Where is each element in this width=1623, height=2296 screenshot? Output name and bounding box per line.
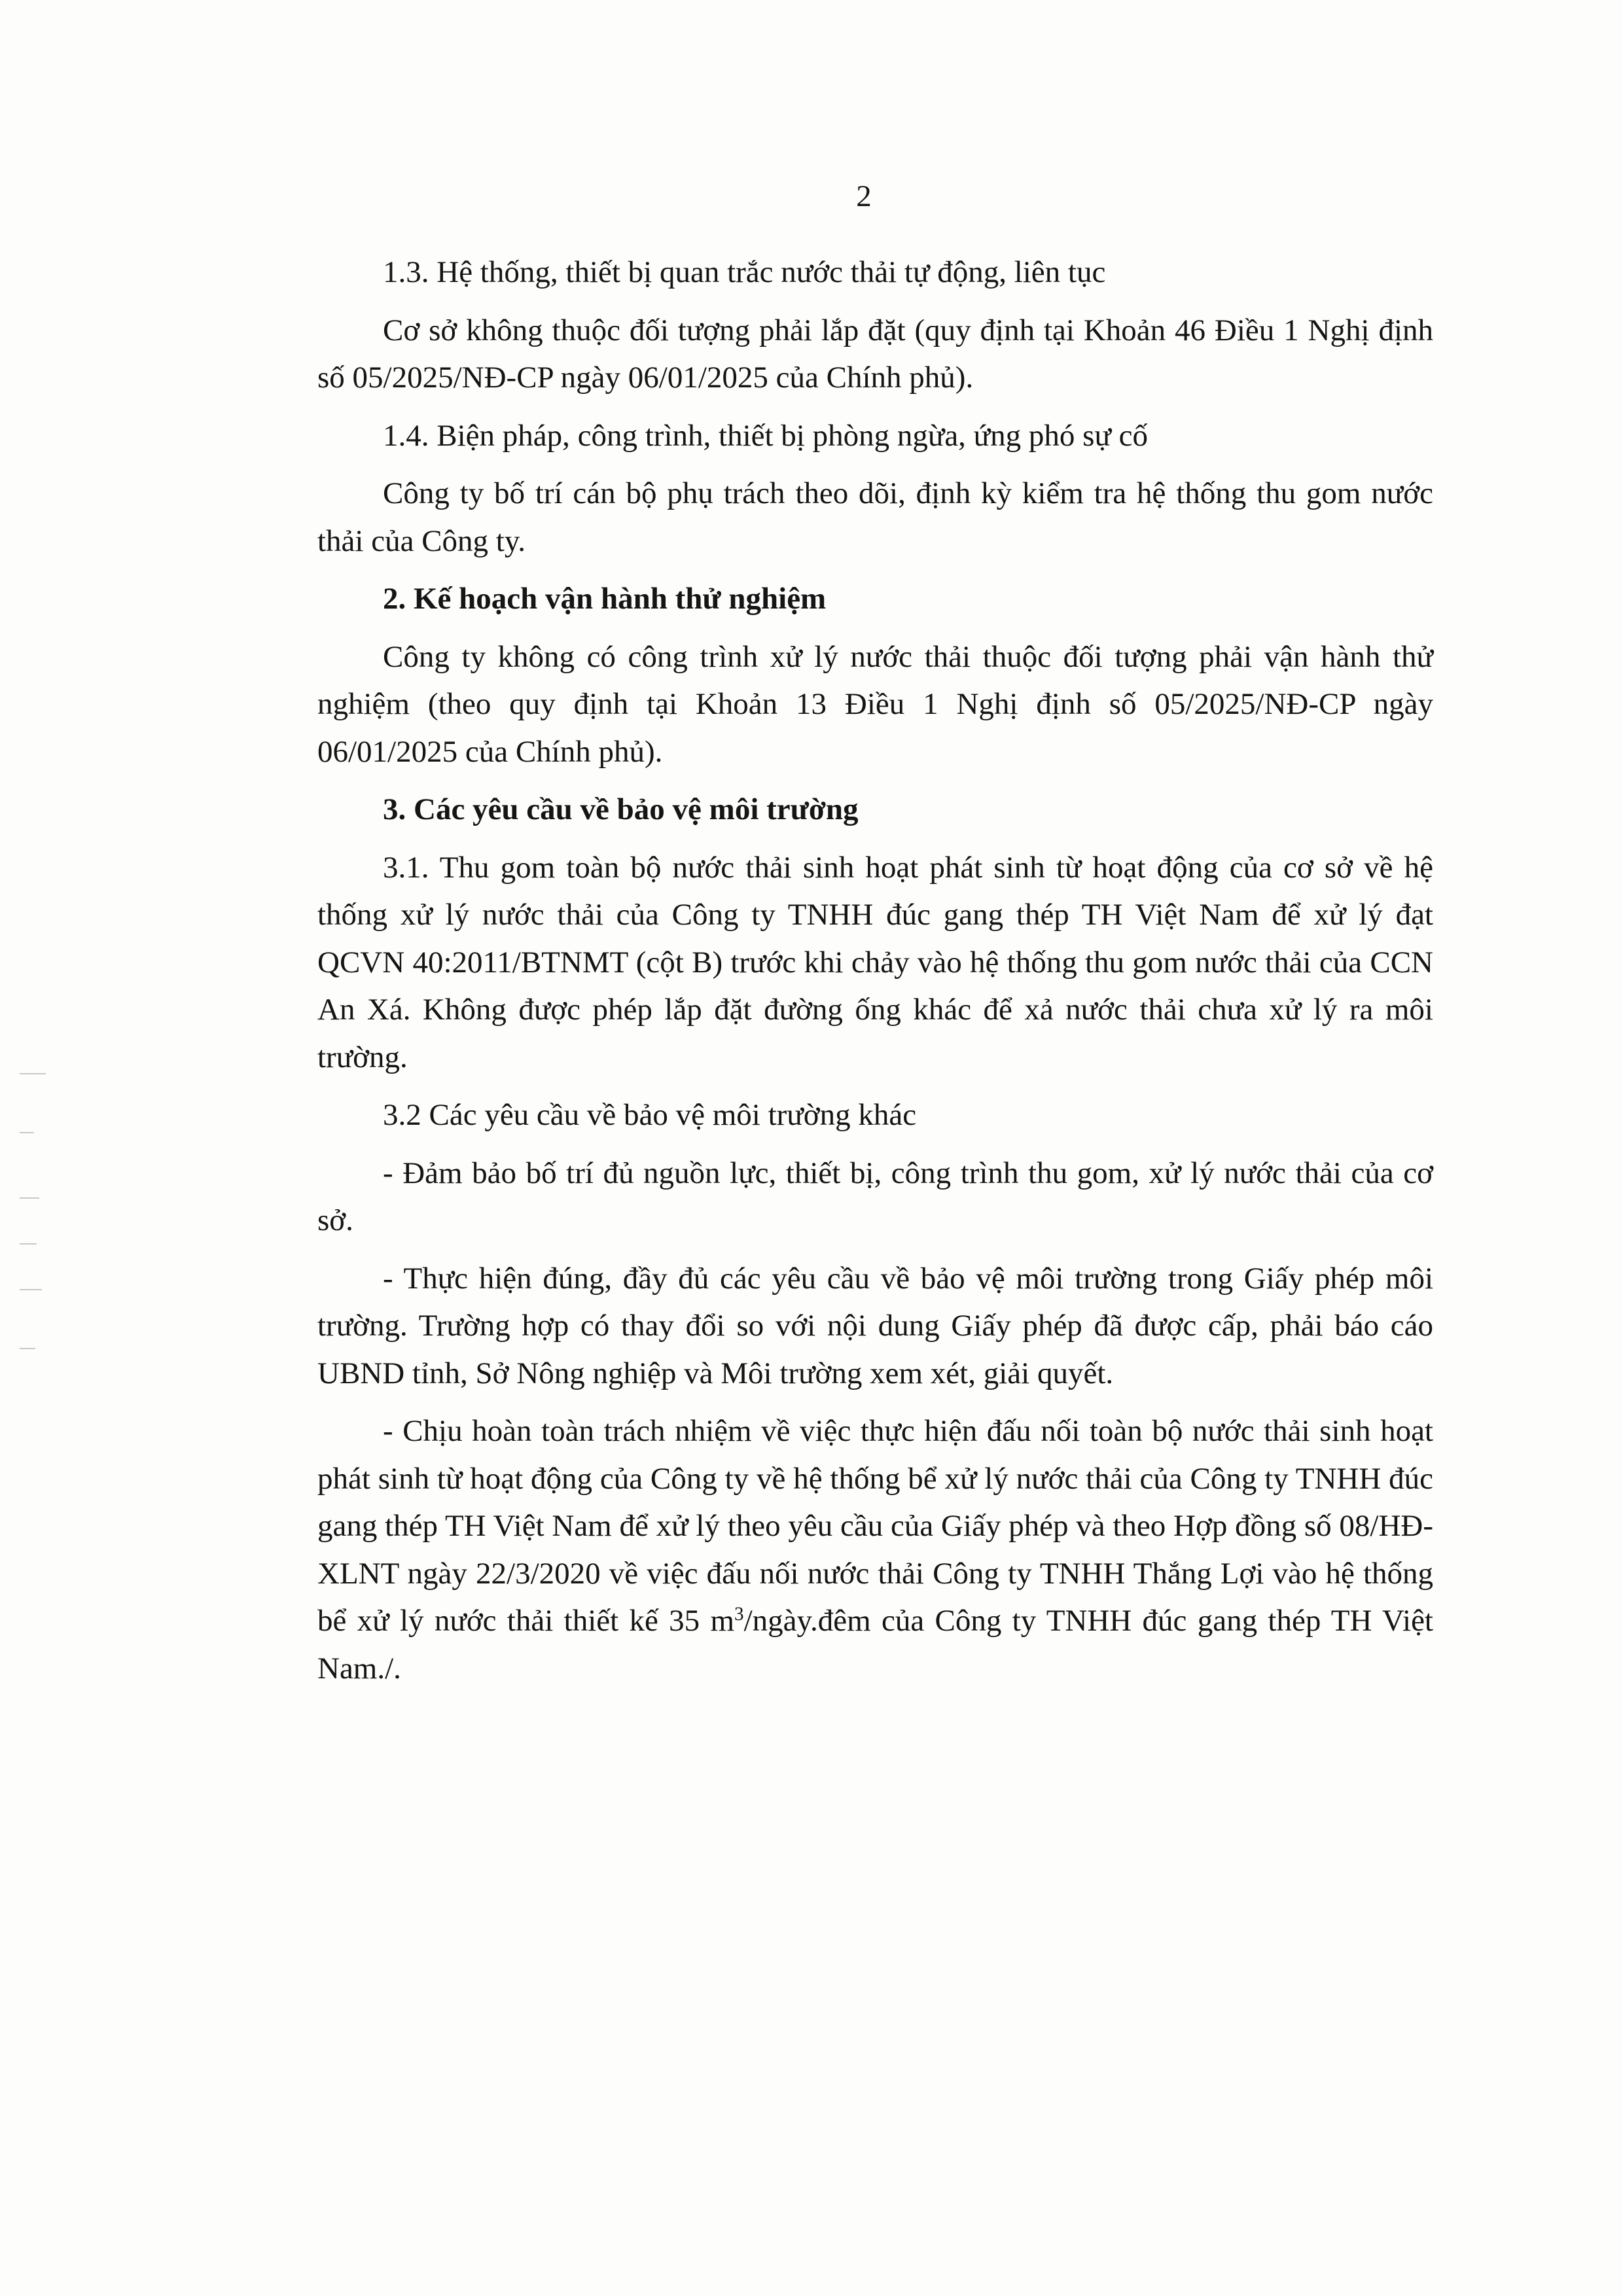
section-3-heading: 3. Các yêu cầu về bảo vệ môi trường: [383, 792, 859, 826]
page-number: 2: [856, 179, 872, 213]
section-3-1-content: 3.1. Thu gom toàn bộ nước thải sinh hoạt phát sinh từ hoạt động của cơ sở về hệ thống xử lý nước thải của Công ty TNHH đúc gang thép TH Việt Nam để xử lý đạt QCVN 40:2011/BTNMT (cột B) trước khi chảy vào hệ thống thu gom nước thải của CCN An Xá. Không được phép lắp đặt đường ống khác để xả nước thải chưa xử lý ra môi trường.: [317, 850, 1433, 1074]
section-2-heading: 2. Kế hoạch vận hành thử nghiệm: [383, 582, 827, 616]
section-1-4-content: Công ty bố trí cán bộ phụ trách theo dõi, định kỳ kiểm tra hệ thống thu gom nước thải của Công ty.: [317, 476, 1433, 558]
requirement-item-resources: - Đảm bảo bố trí đủ nguồn lực, thiết bị, công trình thu gom, xử lý nước thải của cơ sở.: [317, 1156, 1433, 1237]
section-3-2-heading: 3.2 Các yêu cầu về bảo vệ môi trường khác: [383, 1098, 917, 1132]
connection-text-before-unit: - Chịu hoàn toàn trách nhiệm về việc thực hiện đấu nối toàn bộ nước thải sinh hoạt phát sinh từ hoạt động của Công ty về hệ thống bể xử lý nước thải của Công ty TNHH đúc gang thép TH Việt Nam để xử lý theo yêu cầu của Giấy phép và theo Hợp đồng số 08/HĐ-XLNT ngày 22/3/2020 về việc đấu nối nước thải Công ty TNHH Thắng Lợi vào hệ thống bể xử lý nước thải thiết kế 35 m: [317, 1414, 1433, 1638]
section-1-3-heading: 1.3. Hệ thống, thiết bị quan trắc nước thải tự động, liên tục: [383, 255, 1106, 289]
requirement-item-connection: [317, 1407, 1433, 1692]
scan-margin-marks: [20, 1073, 59, 1361]
section-2-content: Công ty không có công trình xử lý nước thải thuộc đối tượng phải vận hành thử nghiệm (theo quy định tại Khoản 13 Điều 1 Nghị định số 05/2025/NĐ-CP ngày 06/01/2025 của Chính phủ).: [317, 639, 1433, 769]
document-body: [317, 249, 1433, 1703]
section-1-3-content: Cơ sở không thuộc đối tượng phải lắp đặt (quy định tại Khoản 46 Điều 1 Nghị định số 05/2025/NĐ-CP ngày 06/01/2025 của Chính phủ).: [317, 313, 1433, 395]
section-1-4-heading: 1.4. Biện pháp, công trình, thiết bị phòng ngừa, ứng phó sự cố: [383, 418, 1149, 453]
connection-text-after-unit: /ngày.đêm của Công ty TNHH đúc gang thép TH Việt Nam./.: [317, 1604, 1433, 1686]
requirement-item-permit: - Thực hiện đúng, đầy đủ các yêu cầu về bảo vệ môi trường trong Giấy phép môi trường. Trường hợp có thay đổi so với nội dung Giấy phép đã được cấp, phải báo cáo UBND tỉnh, Sở Nông nghiệp và Môi trường xem xét, giải quyết.: [317, 1261, 1433, 1390]
cubic-superscript: 3: [734, 1603, 744, 1625]
